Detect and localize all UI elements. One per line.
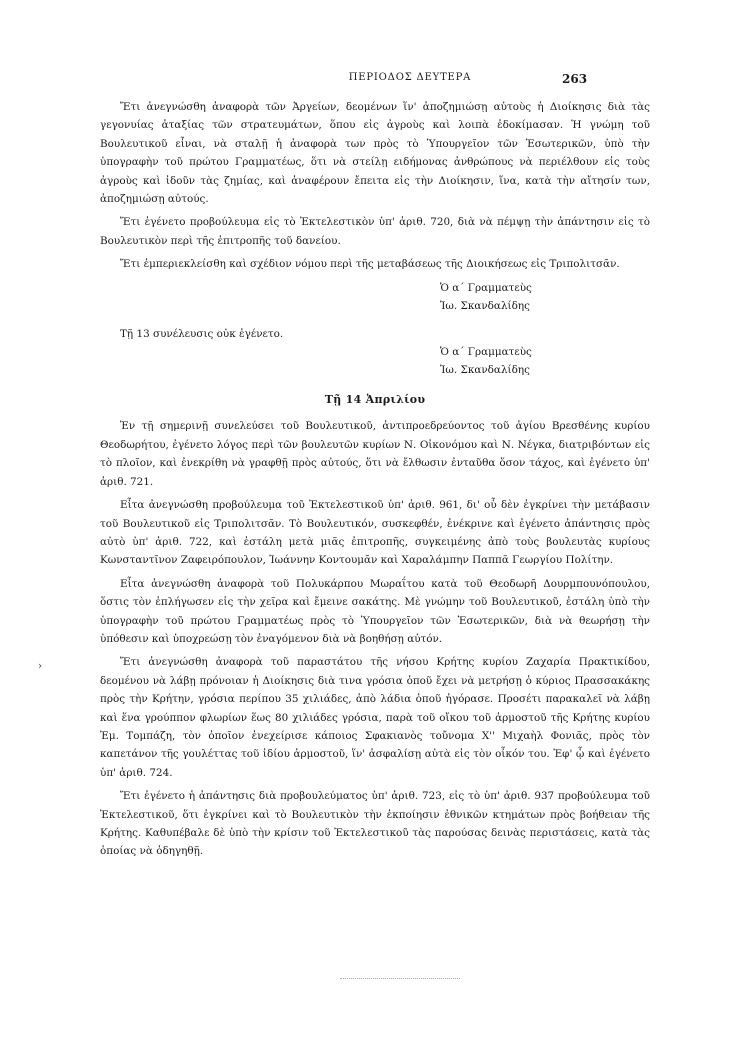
paragraph: Εἶτα ἀνεγνώσθη προβούλευμα τοῦ Ἐκτελεστικοῦ ὑπ' ἀριθ. 961, δι' οὗ δὲν ἐγκρίνει τὴν μετάβασιν τοῦ Βουλευτικοῦ εἰς Τριπολιτσᾶν. Τὸ Βουλευτικόν, συσκεφθέν, ἐνέκρινε καὶ ἐγένετο ἀπάντησις πρὸς αὐτὸ ὑπ' ἀριθ. 722, καὶ ἐστάλη μετὰ μιᾶς ἐπιτροπῆς, συγκειμένης ἀπὸ τοὺς βουλευτὰς κυρίους Κωνσταντῖνον Ζαφειρόπουλον, Ἰωάννην Κοντουμᾶν καὶ Χαραλάμπην Παππᾶ Γεωργίου Πολίτην. <box>100 499 650 567</box>
footer-divider <box>340 978 460 979</box>
signature-role: Ὁ α΄ Γραμματεὺς <box>440 346 532 359</box>
paragraph: Ἔτι ἐγένετο προβούλευμα εἰς τὸ Ἐκτελεστικὸν ὑπ' ἀριθ. 720, διὰ νὰ πέμψῃ τὴν ἀπάντησιν εἰς τὸ Βουλευτικὸν περὶ τῆς ἐπιτροπῆς τοῦ δανείου. <box>100 216 650 247</box>
running-header: ΠΕΡΙΟΔΟΣ ΔΕΥΤΕΡΑ <box>348 72 472 83</box>
paragraph: Ἔτι ἐμπεριεκλείσθη καὶ σχέδιον νόμου περὶ τῆς μεταβάσεως τῆς Διοικήσεως εἰς Τριπολιτσᾶν. <box>120 258 620 271</box>
paragraph: Ἔτι ἐγένετο ἡ ἀπάντησις διὰ προβουλεύματος ὑπ' ἀριθ. 723, εἰς τὸ ὑπ' ἀριθ. 937 προβούλευμα τοῦ Ἐκτελεστικοῦ, ὅτι ἐγκρίνει καὶ τὸ Βουλευτικὸν τὴν ἐκποίησιν ἐθνικῶν κτημάτων πρὸς βοήθειαν τῆς Κρήτης. Καθυπέβαλε δὲ ὑπὸ τὴν κρίσιν τοῦ Ἐκτελεστικοῦ τὰς παρούσας δεινὰς περιστάσεις, κατὰ τὰς ὁποίας νὰ ὁδηγηθῇ. <box>100 790 650 858</box>
signature-role: Ὁ α΄ Γραμματεὺς <box>440 281 532 294</box>
margin-mark: › <box>38 661 42 672</box>
page-number: 263 <box>562 72 588 86</box>
paragraph: Ἔτι ἀνεγνώσθη ἀναφορὰ τοῦ παραστάτου τῆς νήσου Κρήτης κυρίου Ζαχαρία Πρακτικίδου, δεομένου νὰ λάβῃ πρόνοιαν ἡ Διοίκησις διὰ τινα γρόσια ὁποῦ ἔχει νὰ μετρήσῃ ὁ κύριος Πρασσακάκης πρὸς τὴν Κρήτην, γρόσια περίπου 35 χιλιάδες, ἀπὸ λάδια ὁποῦ ἠγόρασε. Προσέτι παρακαλεῖ νὰ λάβῃ καὶ ἕνα γρούππον φλωρίων ἕως 80 χιλιάδες γρόσια, παρὰ τοῦ οἴκου τοῦ ἁρμοστοῦ τῆς Κρήτης κυρίου Ἐμ. Τομπάζη, τὸν ὁποῖον ἐνεχείρισε κάποιος Σφακιανὸς τοὔνομα Χ'' Μιχαὴλ Φονιᾶς, πρὸς τὸν καπετάνον τῆς γουλέττας τοῦ ἰδίου ἁρμοστοῦ, ἵν' ἀσφαλίσῃ αὐτὰ εἰς τὸν οἶκόν του. Ἐφ' ᾧ καὶ ἐγένετο ὑπ' ἀριθ. 724. <box>100 656 650 779</box>
no-session-note: Τῇ 13 συνέλευσις οὐκ ἐγένετο. <box>120 327 284 340</box>
date-heading: Τῇ 14 Ἀπριλίου <box>324 393 426 407</box>
document-body <box>100 98 650 866</box>
paragraph: Ἔτι ἀνεγνώσθη ἀναφορὰ τῶν Ἀργείων, δεομένων ἵν' ἀποζημιώσῃ αὐτοὺς ἡ Διοίκησις διὰ τὰς γεγονυίας ἀταξίας τῶν στρατευμάτων, ὅπου εἰς ἀγροὺς καὶ λοιπὰ ἐδοκίμασαν. Ἡ γνώμη τοῦ Βουλευτικοῦ εἶναι, νὰ σταλῇ ἡ ἀναφορὰ των πρὸς τὸ Ὑπουργεῖον τῶν Ἐσωτερικῶν, ὑπὸ τὴν ὑπογραφὴν τοῦ πρώτου Γραμματέως, ὅτι νὰ στείλῃ ειδήμονας ἀνθρώπους νὰ περιέλθουν εἰς τοὺς ἀγροὺς καὶ ἰδοῦν τὰς ζημίας, καὶ ἀναφέρουν ἔπειτα εἰς τὴν Διοίκησιν, ἵνα, κατὰ τὴν αἴτησίν των, ἀποζημιώσῃ αὐτούς. <box>100 101 650 206</box>
signature-block <box>100 279 650 315</box>
paragraph: Εἶτα ἀνεγνώσθη ἀναφορὰ τοῦ Πολυκάρπου Μωραΐτου κατὰ τοῦ Θεοδωρῆ Δουρμπουνόπουλου, ὅστις τὸν ἐπλήγωσεν εἰς τὴν χεῖρα καὶ ἔμεινε σακάτης. Μὲ γνώμην τοῦ Βουλευτικοῦ, ἐστάλη ὑπὸ τὴν ὑπογραφὴν τοῦ πρώτου Γραμματέως πρὸς τὸ Ὑπουργεῖον τῶν Ἐσωτερικῶν, διὰ νὰ θεωρήσῃ τὴν ὑπόθεσιν καὶ ὑποχρεώσῃ τὸν ἐναγόμενον διὰ νὰ βοηθήσῃ αὐτόν. <box>100 577 650 645</box>
signature-block <box>100 343 650 379</box>
signature-name: Ἰω. Σκανδαλίδης <box>440 364 530 377</box>
paragraph: Ἐν τῇ σημερινῇ συνελεύσει τοῦ Βουλευτικοῦ, ἀντιπροεδρεύοντος τοῦ ἁγίου Βρεσθένης κυρίου Θεοδωρήτου, ἐγένετο λόγος περὶ τῶν βουλευτῶν κυρίων Ν. Οἰκονόμου καὶ Ν. Νέγκα, διατριβόντων εἰς τὸ πλοῖον, καὶ ἐνεκρίθη νὰ γραφθῇ πρὸς αὐτούς, ὅτι νὰ ἔλθωσιν ἐνταῦθα ὅσον τάχος, καὶ ἐγένετο ὑπ' ἀριθ. 721. <box>100 420 650 488</box>
signature-name: Ἰω. Σκανδαλίδης <box>440 299 530 312</box>
